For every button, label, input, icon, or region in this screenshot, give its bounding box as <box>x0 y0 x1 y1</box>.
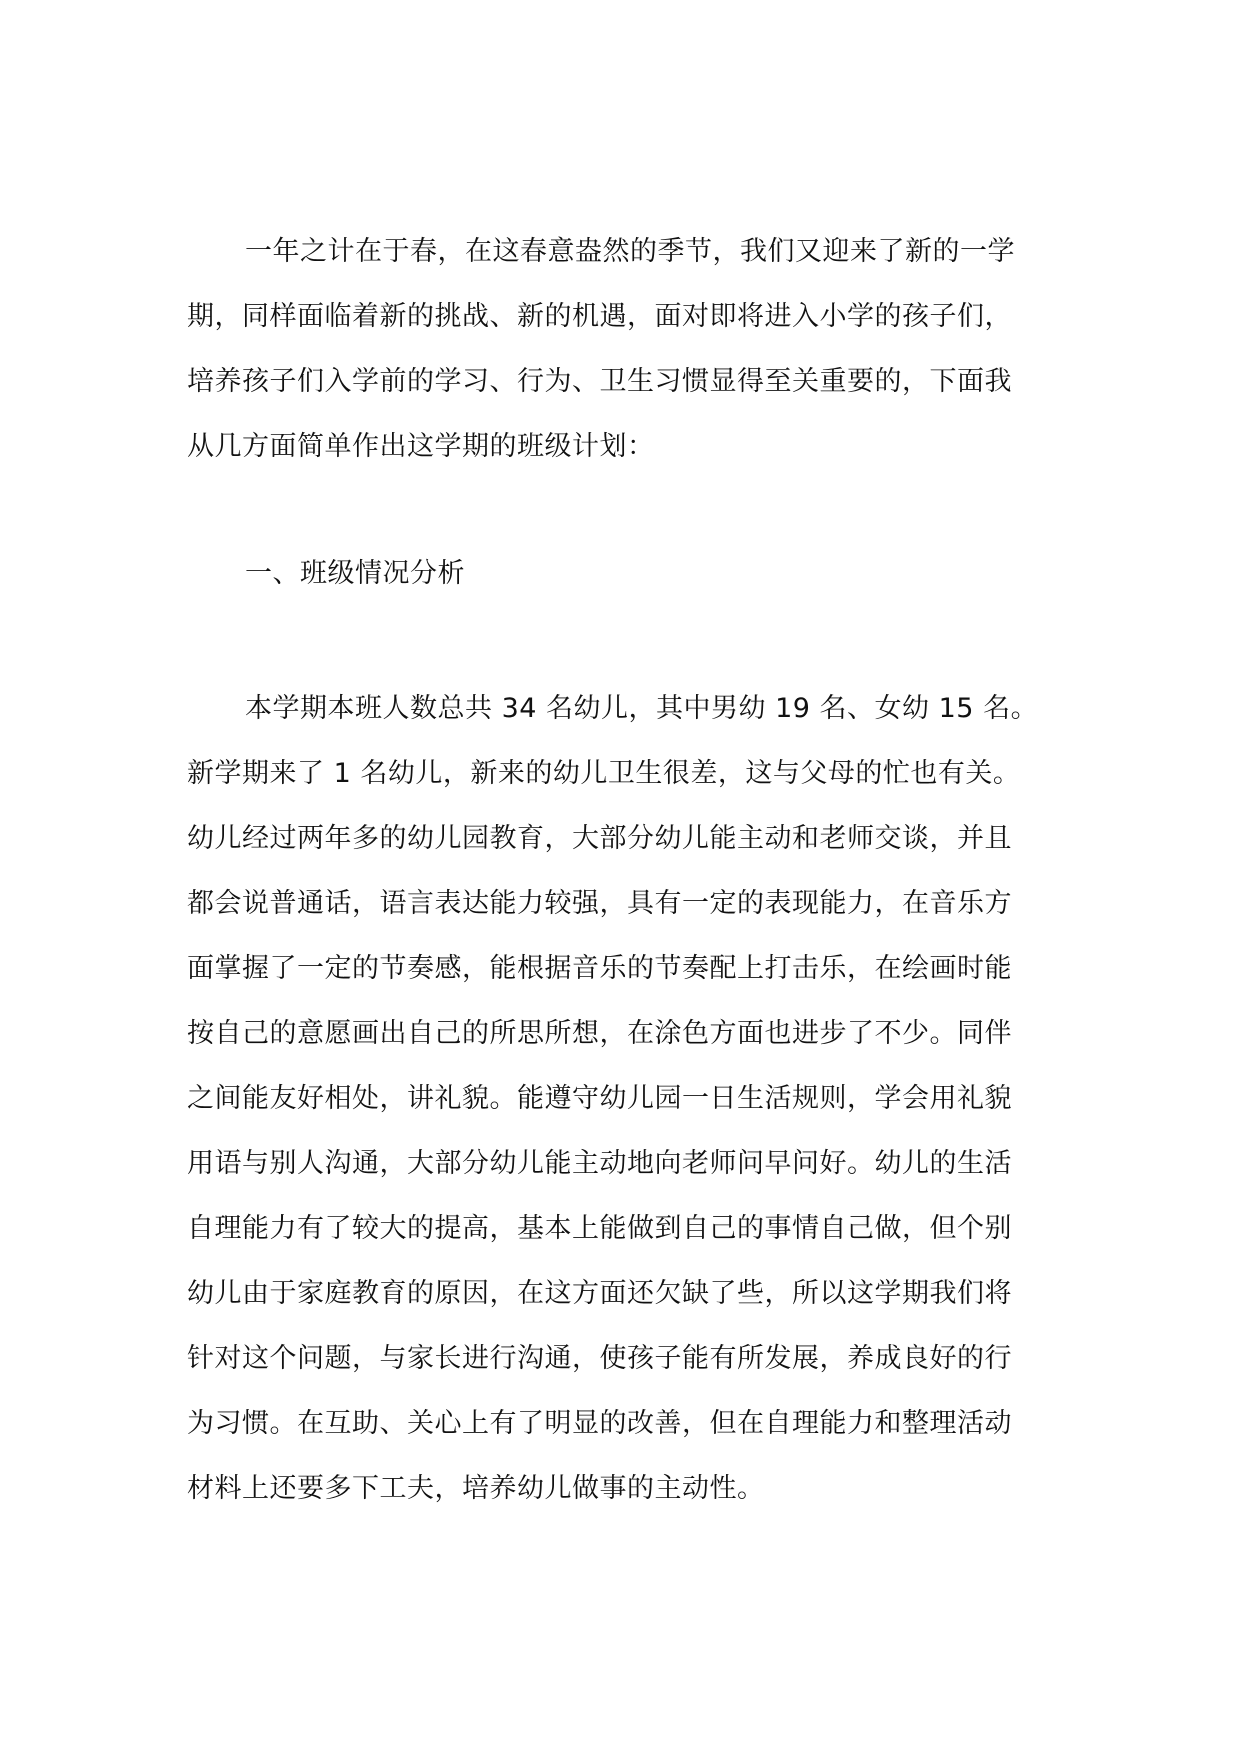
paragraph-line: 期，同样面临着新的挑战、新的机遇，面对即将进入小学的孩子们， <box>187 301 1012 332</box>
paragraph-line: 为习惯。在互助、关心上有了明显的改善，但在自理能力和整理活动 <box>187 1408 1012 1439</box>
paragraph-line: 幼儿由于家庭教育的原因，在这方面还欠缺了些，所以这学期我们将 <box>187 1278 1012 1309</box>
section-heading-block <box>187 541 1057 606</box>
paragraph-line: 幼儿经过两年多的幼儿园教育，大部分幼儿能主动和老师交谈，并且 <box>187 823 1012 854</box>
paragraph-line: 一年之计在于春，在这春意盎然的季节，我们又迎来了新的一学 <box>245 236 1015 267</box>
paragraph-line: 培养孩子们入学前的学习、行为、卫生习惯显得至关重要的，下面我 <box>187 366 1012 397</box>
paragraph-line: 用语与别人沟通，大部分幼儿能主动地向老师问早问好。幼儿的生活 <box>187 1148 1012 1179</box>
paragraph-line: 本学期本班人数总共 34 名幼儿，其中男幼 19 名、女幼 15 名。 <box>245 693 1039 724</box>
paragraph-line: 材料上还要多下工夫，培养幼儿做事的主动性。 <box>187 1473 765 1504</box>
class-analysis-paragraph <box>187 676 1057 1521</box>
paragraph-line: 从几方面简单作出这学期的班级计划： <box>187 431 655 462</box>
intro-paragraph <box>187 219 1057 479</box>
paragraph-line: 针对这个问题，与家长进行沟通，使孩子能有所发展，养成良好的行 <box>187 1343 1012 1374</box>
paragraph-line: 新学期来了 1 名幼儿，新来的幼儿卫生很差，这与父母的忙也有关。 <box>187 758 1021 789</box>
paragraph-line: 都会说普通话，语言表达能力较强，具有一定的表现能力，在音乐方 <box>187 888 1012 919</box>
paragraph-line: 之间能友好相处，讲礼貌。能遵守幼儿园一日生活规则，学会用礼貌 <box>187 1083 1012 1114</box>
paragraph-line: 面掌握了一定的节奏感，能根据音乐的节奏配上打击乐，在绘画时能 <box>187 953 1012 984</box>
paragraph-line: 按自己的意愿画出自己的所思所想，在涂色方面也进步了不少。同伴 <box>187 1018 1012 1049</box>
section-heading: 一、班级情况分析 <box>245 558 465 589</box>
paragraph-line: 自理能力有了较大的提高，基本上能做到自己的事情自己做，但个别 <box>187 1213 1012 1244</box>
